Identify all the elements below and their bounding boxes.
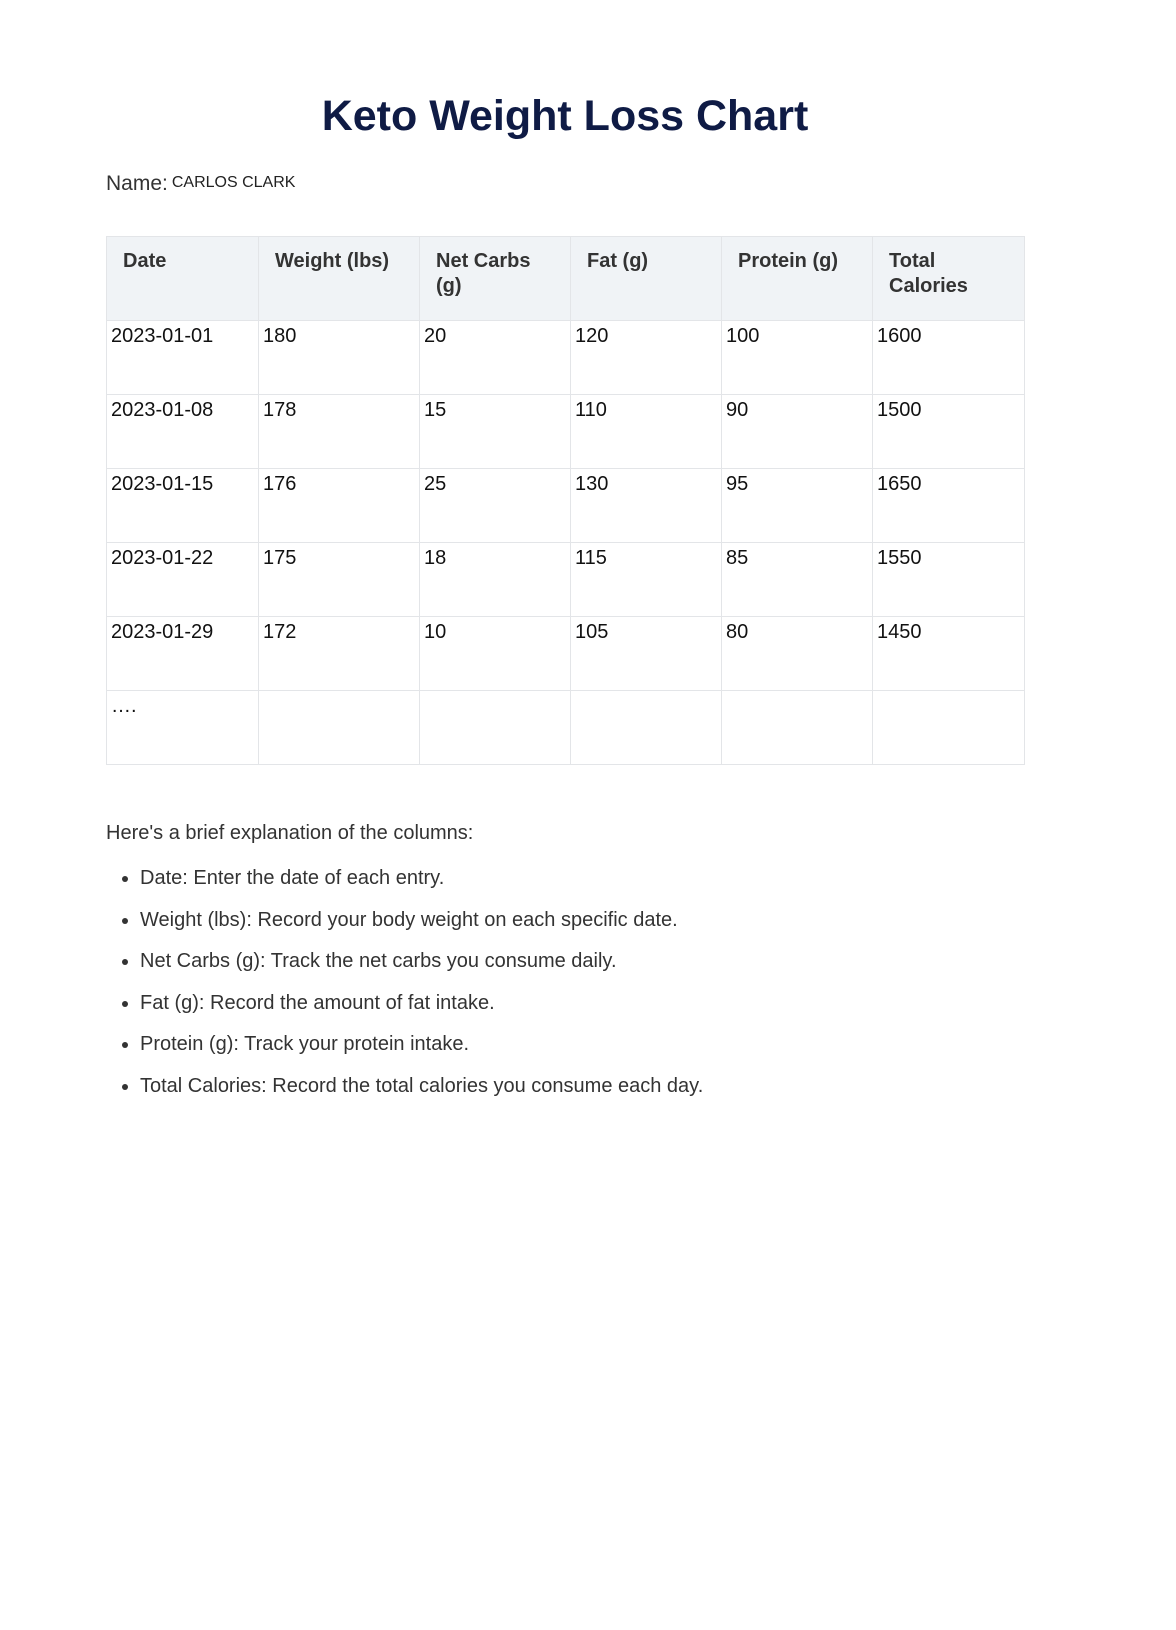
list-item: • Fat (g): Record the amount of fat intake. <box>140 983 703 1025</box>
list-item: • Net Carbs (g): Track the net carbs you consume daily. <box>140 941 703 983</box>
table-row <box>107 691 1025 765</box>
table-cell: 120 <box>571 321 722 395</box>
table-cell: 15 <box>420 395 571 469</box>
column-header: Weight (lbs) <box>259 237 420 321</box>
table-cell: 10 <box>420 617 571 691</box>
table-cell: 105 <box>571 617 722 691</box>
table-cell: 95 <box>722 469 873 543</box>
name-field <box>106 172 295 196</box>
table-cell: 25 <box>420 469 571 543</box>
table-header-row <box>107 237 1025 321</box>
table-cell: 110 <box>571 395 722 469</box>
table-cell: 1600 <box>873 321 1025 395</box>
table-row <box>107 395 1025 469</box>
column-header: Net Carbs (g) <box>420 237 571 321</box>
keto-table <box>106 236 1025 765</box>
table-cell: 2023-01-01 <box>107 321 259 395</box>
explanation-intro: Here's a brief explanation of the columns: <box>106 822 474 844</box>
table-cell: 20 <box>420 321 571 395</box>
table-cell: 130 <box>571 469 722 543</box>
table-cell: 2023-01-08 <box>107 395 259 469</box>
column-header: Fat (g) <box>571 237 722 321</box>
column-header: Protein (g) <box>722 237 873 321</box>
explanation-list <box>106 858 703 1108</box>
table-cell <box>420 691 571 765</box>
table-cell: 1650 <box>873 469 1025 543</box>
table-cell: 2023-01-22 <box>107 543 259 617</box>
table-cell: 175 <box>259 543 420 617</box>
table-row <box>107 617 1025 691</box>
table-row <box>107 469 1025 543</box>
table-cell: 1550 <box>873 543 1025 617</box>
table-cell: 1500 <box>873 395 1025 469</box>
table-cell: 18 <box>420 543 571 617</box>
table-cell: 178 <box>259 395 420 469</box>
table-cell <box>259 691 420 765</box>
name-label: Name: <box>106 172 168 195</box>
table-cell <box>722 691 873 765</box>
table-cell: 100 <box>722 321 873 395</box>
list-item: • Weight (lbs): Record your body weight on each specific date. <box>140 900 703 942</box>
list-item: • Date: Enter the date of each entry. <box>140 858 703 900</box>
column-header: Total Calories <box>873 237 1025 321</box>
table-cell: 1450 <box>873 617 1025 691</box>
table-cell: 176 <box>259 469 420 543</box>
table-cell: 115 <box>571 543 722 617</box>
table-cell: 85 <box>722 543 873 617</box>
list-item: • Protein (g): Track your protein intake. <box>140 1024 703 1066</box>
table-cell: 2023-01-29 <box>107 617 259 691</box>
table-cell: 172 <box>259 617 420 691</box>
table-cell: 180 <box>259 321 420 395</box>
table-cell <box>571 691 722 765</box>
table-cell: 2023-01-15 <box>107 469 259 543</box>
list-item: • Total Calories: Record the total calories you consume each day. <box>140 1066 703 1108</box>
table-cell: 80 <box>722 617 873 691</box>
column-header: Date <box>107 237 259 321</box>
table-cell <box>873 691 1025 765</box>
table-cell: …. <box>107 691 259 765</box>
page-title: Keto Weight Loss Chart <box>321 92 809 140</box>
table-row <box>107 543 1025 617</box>
name-value: CARLOS CLARK <box>171 174 296 191</box>
table-cell: 90 <box>722 395 873 469</box>
table-row <box>107 321 1025 395</box>
